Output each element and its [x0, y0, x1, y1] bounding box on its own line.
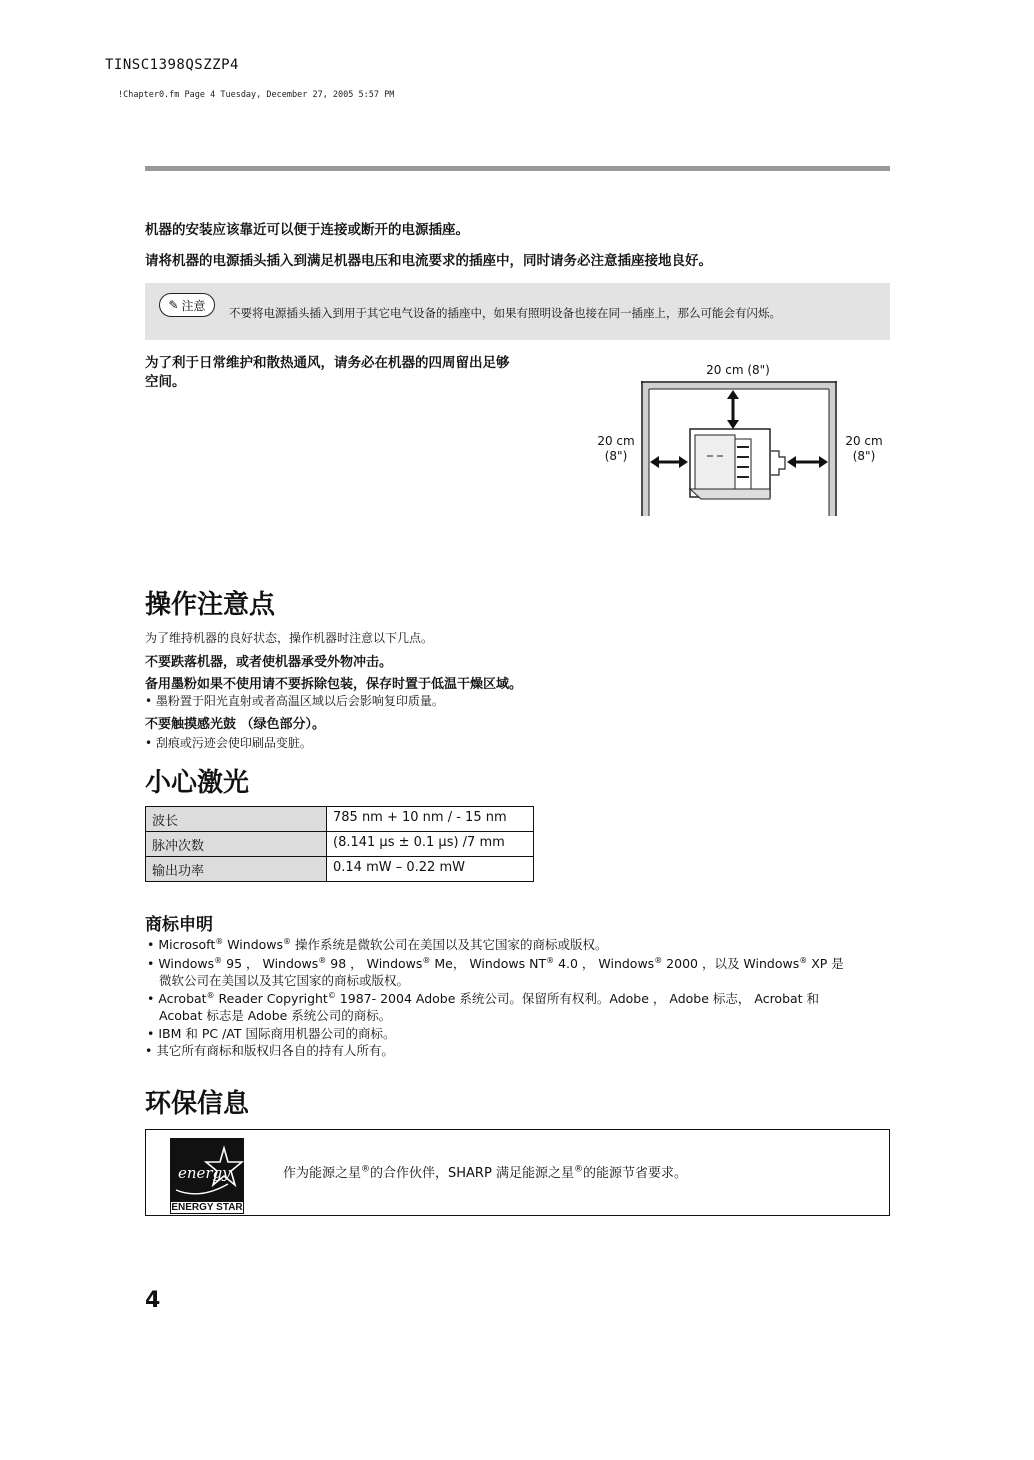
clearance-text-line-1: 为了利于日常维护和散热通风，请务必在机器的四周留出足够: [145, 355, 510, 371]
table-row: [146, 857, 534, 882]
note-badge: [159, 293, 215, 317]
operation-point-3-bullet: • 刮痕或污迹会使印刷品变脏。: [145, 736, 312, 750]
table-row: [146, 832, 534, 857]
trademark-line-2: • Windows® 95 ， Windows® 98 ， Windows® Me， Windows NT® 4.0 ， Windows® 2000 ，以及 Windows® XP 是: [147, 955, 844, 971]
trademark-line-1: • Microsoft® Windows® 操作系统是微软公司在美国以及其它国家的商标或版权。: [147, 936, 608, 952]
document-code: TINSC1398QSZZP4: [105, 57, 239, 73]
clearance-right-label: [838, 434, 890, 464]
clearance-diagram: [641, 381, 837, 516]
page-number: 4: [145, 1288, 161, 1313]
table-row: [146, 807, 534, 832]
laser-spec-table: [145, 806, 534, 882]
trademarks-title: 商标申明: [145, 915, 213, 935]
spec-value: 785 nm + 10 nm / - 15 nm: [327, 807, 534, 832]
copier-icon: [690, 429, 785, 499]
trademark-line-5: • 其它所有商标和版权归各自的持有人所有。: [145, 1043, 394, 1058]
spec-value: 0.14 mW – 0.22 mW: [327, 857, 534, 882]
install-line-2: 请将机器的电源插头插入到满足机器电压和电流要求的插座中，同时请务必注意插座接地良好。: [145, 253, 712, 269]
eco-title: 环保信息: [145, 1089, 250, 1119]
operation-point-3: 不要触摸感光鼓 （绿色部分）。: [145, 717, 326, 732]
frame-info-line: !Chapter0.fm Page 4 Tuesday, December 27, 2005 5:57 PM: [118, 90, 395, 100]
operation-point-1: 不要跌落机器，或者使机器承受外物冲击。: [145, 655, 393, 670]
operation-point-2-bullet: • 墨粉置于阳光直射或者高温区域以后会影响复印质量。: [145, 694, 444, 708]
clearance-text: [145, 354, 510, 392]
install-line-1: 机器的安装应该靠近可以便于连接或断开的电源插座。: [145, 222, 469, 238]
energy-star-logo: [170, 1138, 244, 1214]
note-badge-label: 注意: [181, 298, 206, 313]
spec-value: (8.141 μs ± 0.1 μs) /7 mm: [327, 832, 534, 857]
spec-key: 波长: [146, 807, 327, 832]
note-box: [145, 283, 890, 340]
eco-text: 作为能源之星®的合作伙伴，SHARP 满足能源之星®的能源节省要求。: [283, 1164, 687, 1181]
eco-box: [145, 1129, 890, 1216]
svg-text:energy: energy: [178, 1164, 231, 1182]
clearance-left-label: [590, 434, 642, 464]
trademark-line-3: • Acrobat® Reader Copyright© 1987- 2004 Adobe 系统公司。保留所有权利。Adobe ， Adobe 标志， Acrobat 和: [147, 990, 820, 1006]
clearance-right-label-1: 20 cm: [845, 434, 883, 448]
trademark-line-4: • IBM 和 PC /AT 国际商用机器公司的商标。: [147, 1026, 396, 1041]
operation-intro: 为了维持机器的良好状态，操作机器时注意以下几点。: [145, 631, 434, 645]
spec-key: 脉冲次数: [146, 832, 327, 857]
laser-title: 小心激光: [145, 768, 250, 798]
header-rule: [145, 166, 890, 171]
clearance-right-label-2: (8"): [852, 449, 876, 463]
pencil-icon: ✎: [168, 298, 179, 312]
note-text: 不要将电源插头插入到用于其它电气设备的插座中，如果有照明设备也接在同一插座上，那么可能会有闪烁。: [229, 306, 781, 320]
operation-title: 操作注意点: [145, 590, 276, 620]
trademark-line-3-cont: Acobat 标志是 Adobe 系统公司的商标。: [159, 1008, 392, 1023]
energy-star-icon: [170, 1138, 244, 1200]
clearance-top-label: 20 cm (8"): [706, 363, 770, 377]
spec-key: 输出功率: [146, 857, 327, 882]
operation-point-2: 备用墨粉如果不使用请不要拆除包装，保存时置于低温干燥区域。: [145, 677, 523, 692]
energy-star-caption: ENERGY STAR: [171, 1202, 243, 1213]
clearance-text-line-2: 空间。: [145, 374, 186, 390]
clearance-left-label-2: (8"): [604, 449, 628, 463]
clearance-left-label-1: 20 cm: [597, 434, 635, 448]
trademark-line-2-cont: 微软公司在美国以及其它国家的商标或版权。: [159, 973, 410, 988]
